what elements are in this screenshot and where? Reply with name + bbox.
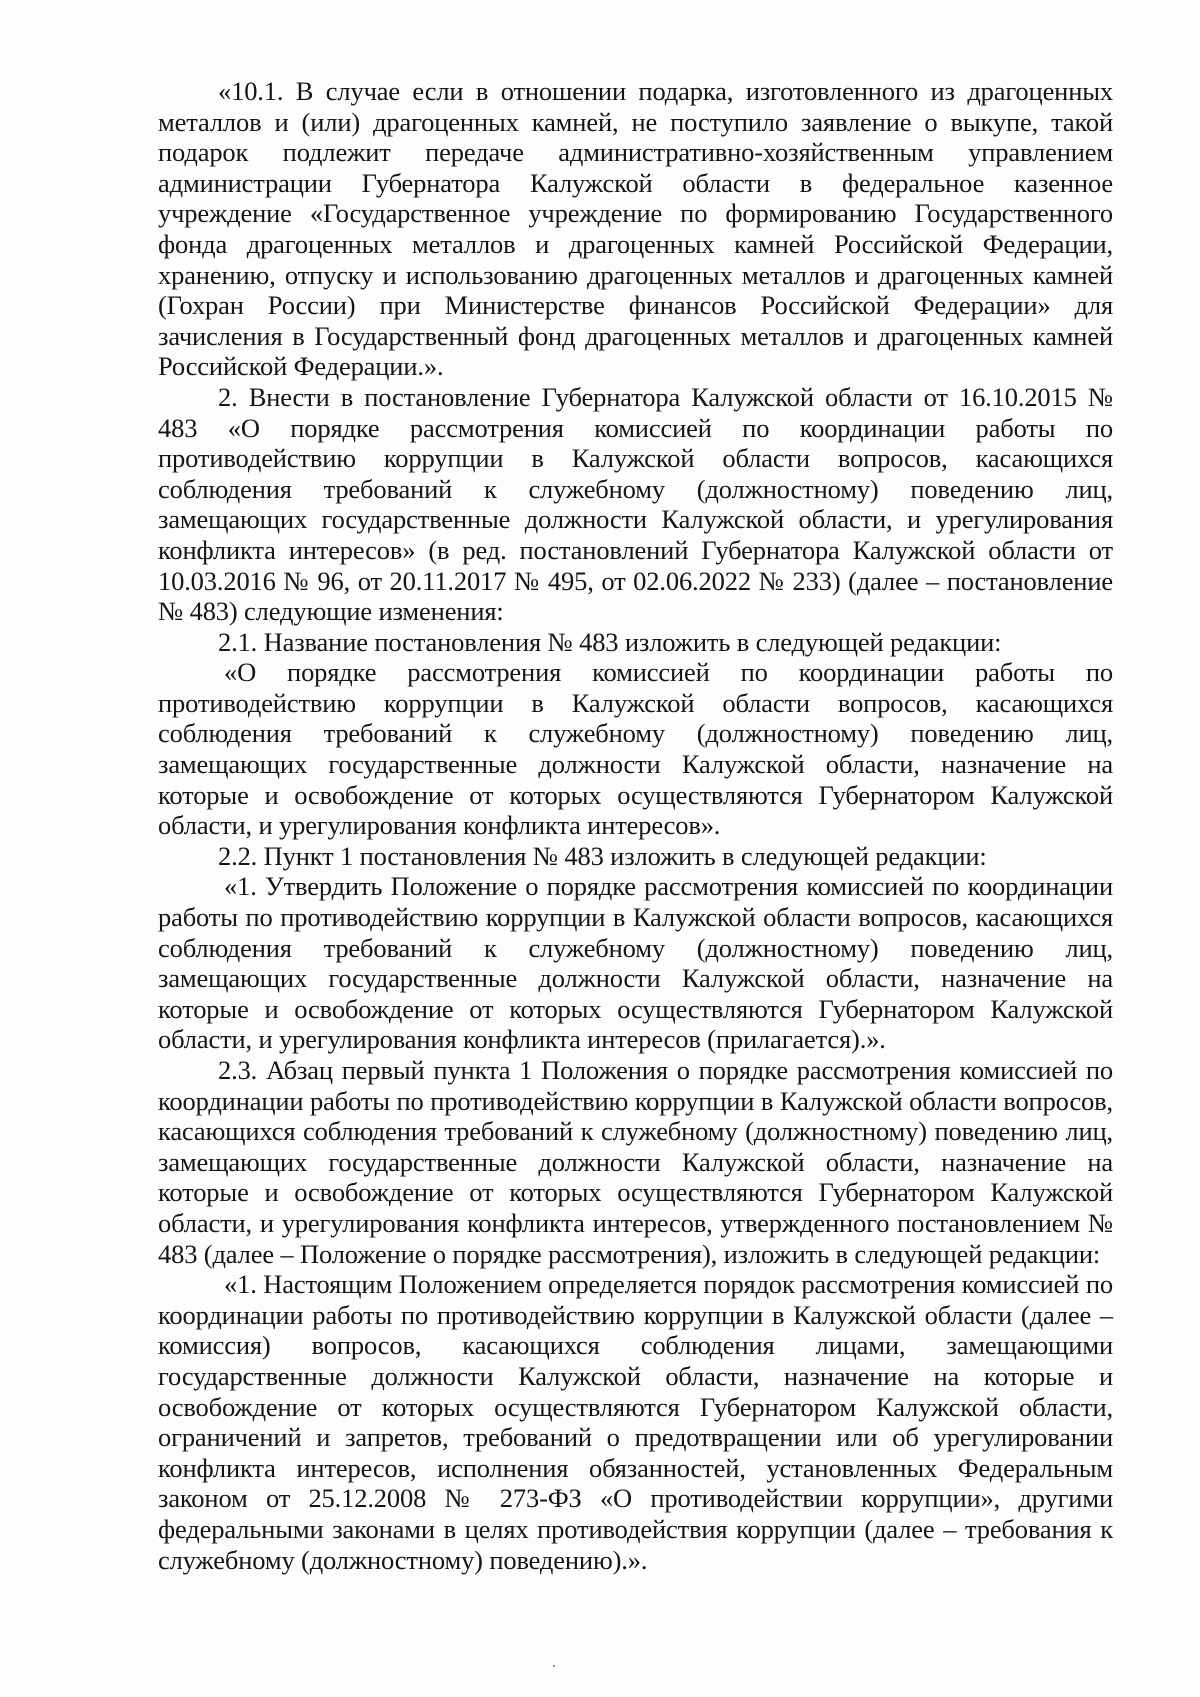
paragraph-2-1-new-title: «О порядке рассмотрения комиссией по координации работы по противодействию коррупции в Калужской области вопросов, касающихся соблюдения требований к служебному (должностному) поведению лиц, замещающих государственные должности Калужской области, назначение на которые и освобождение от которых осуществляются Губернатором Калужской области, и урегулирования конфликта интересов».	[158, 657, 1113, 841]
document-body	[158, 76, 1113, 1575]
paragraph-2-2: 2.2. Пункт 1 постановления № 483 изложить в следующей редакции:	[218, 840, 987, 871]
paragraph-2: 2. Внести в постановление Губернатора Калужской области от 16.10.2015 № 483 «О порядке рассмотрения комиссией по координации работы по противодействию коррупции в Калужской области вопросов, касающихся соблюдения требований к служебному (должностному) поведению лиц, замещающих государственные должности Калужской области, и урегулирования конфликта интересов» (в ред. постановлений Губернатора Калужской области от 10.03.2016 № 96, от 20.11.2017 № 495, от 02.06.2022 № 233) (далее – постановление № 483) следующие изменения:	[158, 381, 1113, 627]
scan-speck	[553, 1665, 555, 1667]
paragraph-2-2-new-text: «1. Утвердить Положение о порядке рассмотрения комиссией по координации работы по противодействию коррупции в Калужской области вопросов, касающихся соблюдения требований к служебному (должностному) поведению лиц, замещающих государственные должности Калужской области, назначение на которые и освобождение от которых осуществляются Губернатором Калужской области, и урегулирования конфликта интересов (прилагается).».	[158, 871, 1113, 1055]
paragraph-2-1: 2.1. Название постановления № 483 изложить в следующей редакции:	[218, 626, 1002, 657]
paragraph-2-3: 2.3. Абзац первый пункта 1 Положения о порядке рассмотрения комиссией по координации работы по противодействию коррупции в Калужской области вопросов, касающихся соблюдения требований к служебному (должностному) поведению лиц, замещающих государственные должности Калужской области, назначение на которые и освобождение от которых осуществляются Губернатором Калужской области, и урегулирования конфликта интересов, утвержденного постановлением № 483 (далее – Положение о порядке рассмотрения), изложить в следующей редакции:	[158, 1055, 1113, 1269]
paragraph-2-3-new-text: «1. Настоящим Положением определяется порядок рассмотрения комиссией по координации работы по противодействию коррупции в Калужской области (далее – комиссия) вопросов, касающихся соблюдения лицами, замещающими государственные должности Калужской области, назначение на которые и освобождение от которых осуществляются Губернатором Калужской области, ограничений и запретов, требований о предотвращении или об урегулировании конфликта интересов, исполнения обязанностей, установленных Федеральным законом от 25.12.2008 № 273-ФЗ «О противодействии коррупции», другими федеральными законами в целях противодействия коррупции (далее – требования к служебному (должностному) поведению).».	[158, 1269, 1113, 1575]
paragraph-10-1: «10.1. В случае если в отношении подарка, изготовленного из драгоценных металлов и (или) драгоценных камней, не поступило заявление о выкупе, такой подарок подлежит передаче административно-хозяйственным управлением администрации Губернатора Калужской области в федеральное казенное учреждение «Государственное учреждение по формированию Государственного фонда драгоценных металлов и драгоценных камней Российской Федерации, хранению, отпуску и использованию драгоценных металлов и драгоценных камней (Гохран России) при Министерстве финансов Российской Федерации» для зачисления в Государственный фонд драгоценных металлов и драгоценных камней Российской Федерации.».	[158, 76, 1113, 382]
